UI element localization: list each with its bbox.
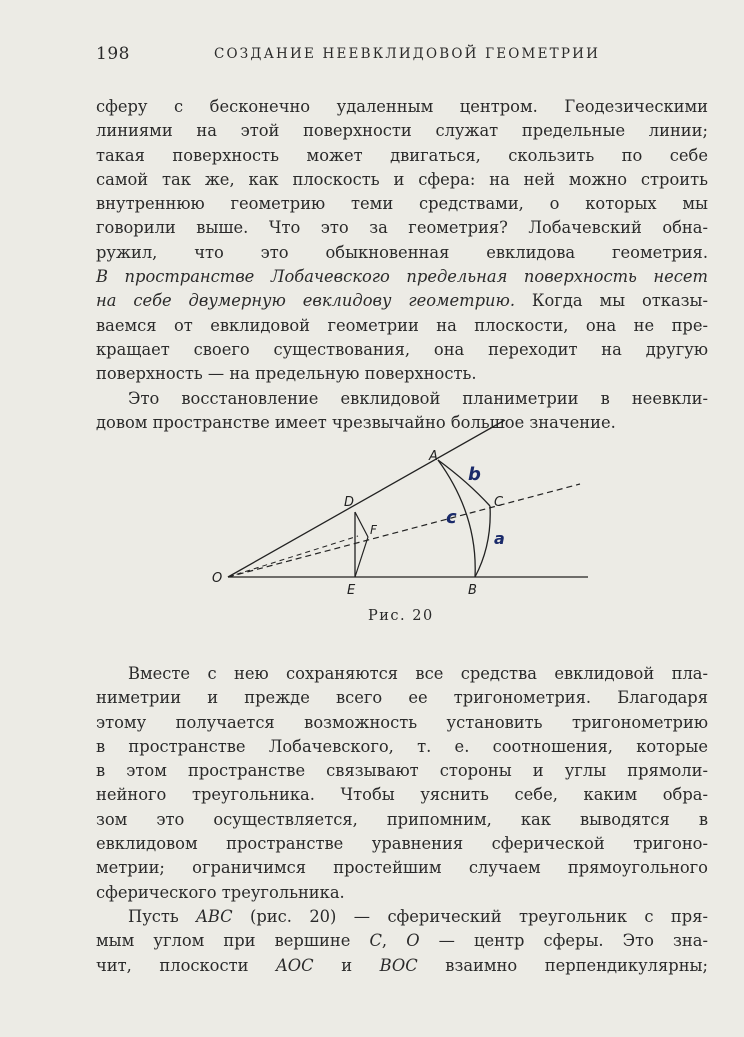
- math-o: O: [406, 931, 420, 951]
- text-line: Вместе с нею сохраняются все средства евклидовой пла-: [128, 664, 708, 683]
- arc-ac: [438, 460, 490, 506]
- label-o: O: [212, 571, 223, 586]
- math-boc: BOC: [379, 955, 418, 975]
- math-abc: ABC: [196, 906, 233, 926]
- text-line: линиями на этой поверхности служат предельные линии;: [96, 121, 708, 141]
- label-e: E: [347, 583, 356, 598]
- page-number: 198: [96, 44, 130, 64]
- text-line: ниметрии и прежде всего ее тригонометрия. Благодаря: [96, 688, 708, 708]
- text-fragment: чит, плоскости: [96, 955, 277, 975]
- label-d: D: [344, 495, 355, 510]
- text-line: ваемся от евклидовой геометрии на плоскости, она не пре-: [96, 315, 708, 335]
- line-of-dashed: [228, 536, 358, 577]
- text-fragment: ,: [381, 931, 407, 951]
- text-fragment: (рис. 20) — сферический треугольник с пря-: [232, 906, 708, 926]
- text-line: нейного треугольника. Чтобы уяснить себе, каким обра-: [96, 785, 708, 805]
- math-aoc: AOC: [276, 955, 314, 975]
- text-line: метрии; ограничимся простейшим случаем прямоугольного: [96, 858, 708, 878]
- text-line: такая поверхность может двигаться, скользить по себе: [96, 145, 708, 165]
- text-fragment: Когда мы отказы-: [515, 291, 708, 311]
- italic-statement: В пространстве Лобачевского предельная поверхность несет: [96, 267, 708, 287]
- text-line: евклидовом пространстве уравнения сферической тригоно-: [96, 834, 708, 854]
- running-head: СОЗДАНИЕ НЕЕВКЛИДОВОЙ ГЕОМЕТРИИ: [214, 46, 601, 62]
- label-c-side: c: [446, 507, 457, 528]
- text-line: ружил, что это обыкновенная евклидова геометрия.: [96, 242, 708, 262]
- text-line: [96, 929, 708, 953]
- text-block-bottom: [96, 662, 708, 978]
- text-line: сферу с бесконечно удаленным центром. Геодезическими: [96, 97, 708, 116]
- text-line: кращает своего существования, она переходит на другую: [96, 339, 708, 359]
- text-fragment: мым углом при вершине: [96, 931, 370, 951]
- text-line: в этом пространстве связывают стороны и углы прямоли-: [96, 761, 708, 781]
- text-line: довом пространстве имеет чрезвычайно большое значение.: [96, 412, 616, 432]
- line-df: [355, 512, 368, 537]
- label-f: F: [370, 523, 377, 537]
- text-line: поверхность — на предельную поверхность.: [96, 364, 477, 384]
- label-b: B: [468, 583, 477, 598]
- text-fragment: и: [313, 955, 380, 975]
- page-header: [96, 44, 706, 68]
- math-c: C: [369, 931, 382, 951]
- text-line: этому получается возможность установить тригонометрию: [96, 712, 708, 732]
- text-line: говорили выше. Что это за геометрия? Лобачевский обна-: [96, 218, 708, 238]
- line-oa: [228, 420, 505, 577]
- label-b-side: b: [468, 464, 481, 485]
- text-fragment: — центр сферы. Это зна-: [419, 931, 708, 951]
- text-fragment: взаимно перпендикулярны;: [417, 955, 708, 975]
- label-c-upper: C: [494, 495, 504, 510]
- text-fragment: Пусть: [128, 906, 197, 926]
- label-a: A: [429, 449, 438, 464]
- text-line: в пространстве Лобачевского, т. е. соотношения, которые: [96, 736, 708, 756]
- text-block-top: [96, 95, 708, 435]
- text-line: [96, 289, 708, 313]
- text-line-italic: [96, 265, 708, 289]
- text-line: Это восстановление евклидовой планиметрии в неевкли-: [128, 388, 708, 408]
- text-line: самой так же, как плоскость и сфера: на ней можно строить: [96, 169, 708, 189]
- figure-caption: Рис. 20: [368, 608, 434, 624]
- text-line: внутреннюю геометрию теми средствами, о которых мы: [96, 194, 708, 214]
- text-line: сферического треугольника.: [96, 882, 345, 902]
- text-line: зом это осуществляется, припомним, как выводятся в: [96, 809, 708, 829]
- italic-statement-end: на себе двумерную евклидову геометрию.: [96, 291, 515, 311]
- line-oc-dashed: [228, 484, 580, 577]
- label-a-side: a: [494, 529, 505, 548]
- text-line: [96, 954, 708, 978]
- arc-cb: [475, 506, 490, 577]
- text-line: [96, 905, 708, 929]
- figure-20-diagram: [210, 420, 610, 600]
